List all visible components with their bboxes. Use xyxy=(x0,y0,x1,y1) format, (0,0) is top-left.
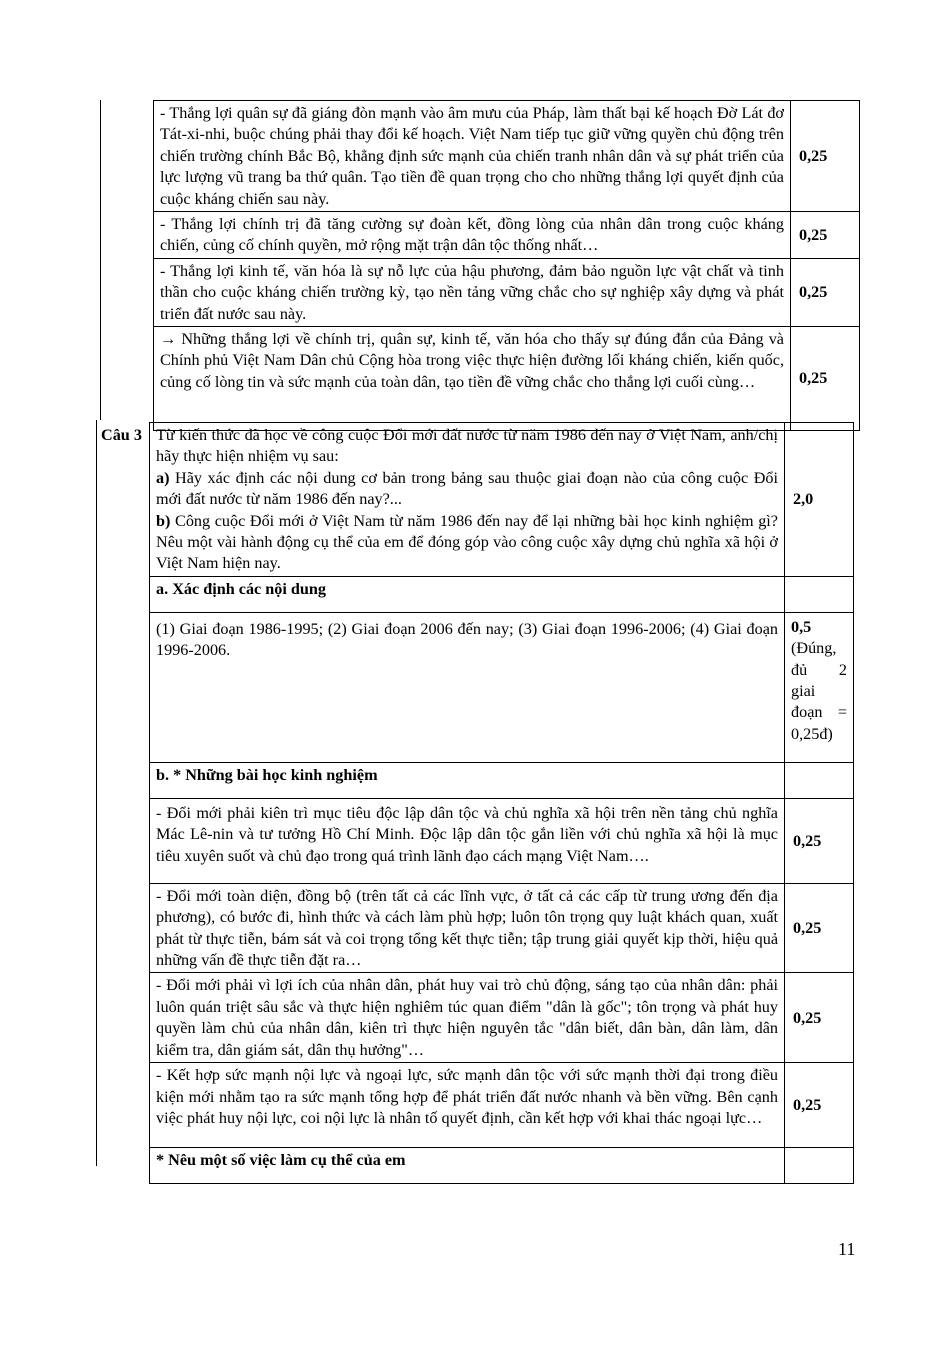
empty-label-cell xyxy=(97,762,150,798)
table-row xyxy=(97,1063,854,1148)
lesson-text: - Đổi mới toàn diện, đồng bộ (trên tất cả các lĩnh vực, ở tất cả các cấp từ trung ương đến địa phương), có bước đi, hình thức và cách làm phù hợp; luôn tôn trọng quy luật khách quan, xuất phát từ thực tiễn, bám sát và coi trọng tổng kết thực tiễn; tập trung giải quyết kịp thời, hiệu quả những vấn đề thực tiễn đặt ra… xyxy=(150,883,785,973)
empty-label-cell xyxy=(97,973,150,1063)
empty-label-cell xyxy=(97,798,150,883)
heading-part-a: a. Xác định các nội dung xyxy=(150,576,785,612)
left-margin-rule xyxy=(100,100,101,420)
table-row xyxy=(97,1148,854,1184)
empty-score-cell xyxy=(785,1148,854,1184)
answer-table-question-3 xyxy=(96,422,854,1184)
empty-score-cell xyxy=(785,762,854,798)
table-row xyxy=(97,612,854,762)
empty-label-cell xyxy=(97,883,150,973)
part-b-text: Công cuộc Đổi mới ở Việt Nam từ năm 1986 đến nay để lại những bài học kinh nghiệm gì? Nêu một vài hành động cụ thể của em để đóng góp vào công cuộc xây dựng chủ nghĩa xã hội ở Việt Nam hiện nay. xyxy=(156,511,778,573)
lesson-text: - Kết hợp sức mạnh nội lực và ngoại lực, sức mạnh dân tộc với sức mạnh thời đại trong điều kiện mới nhằm tạo ra sức mạnh tổng hợp để phát triển đất nước nhanh và bền vững. Bên cạnh việc phát huy nội lực, coi nội lực là nhân tố quyết định, cần kết hợp với khai thác ngoại lực… xyxy=(150,1063,785,1148)
empty-label-cell xyxy=(97,1148,150,1184)
question-intro: Từ kiến thức đã học về công cuộc Đổi mới đất nước từ năm 1986 đến nay ở Việt Nam, anh/chị hãy thực hiện nhiệm vụ sau: xyxy=(156,426,778,466)
score-cell: 0,25 xyxy=(791,212,860,259)
part-a-label: a) xyxy=(156,468,170,487)
answer-text: → Những thắng lợi về chính trị, quân sự, kinh tế, văn hóa cho thấy sự đúng đắn của Đảng và Chính phủ Việt Nam Dân chủ Cộng hòa trong việc thực hiện đường lối kháng chiến, kiến quốc, củng cố lòng tin và sức mạnh của toàn dân, tạo tiền đề vững chắc cho thắng lợi cuối cùng… xyxy=(154,327,791,431)
empty-label-cell xyxy=(97,576,150,612)
empty-label-cell xyxy=(97,612,150,762)
part-a-text: Hãy xác định các nội dung cơ bản trong bảng sau thuộc giai đoạn nào của công cuộc Đổi mới đất nước từ năm 1986 đến nay?... xyxy=(156,468,778,509)
table-row xyxy=(154,258,860,326)
table-row xyxy=(97,883,854,973)
empty-label-cell xyxy=(97,1063,150,1148)
lesson-text: - Đổi mới phải vì lợi ích của nhân dân, phát huy vai trò chủ động, sáng tạo của nhân dân: phải luôn quán triệt sâu sắc và thực hiện nghiêm túc quan điểm "dân là gốc"; tôn trọng và phát huy quyền làm chủ của nhân dân, kiên trì thực hiện nguyên tắc "dân biết, dân bàn, dân làm, dân kiểm tra, dân giám sát, dân thụ hưởng"… xyxy=(150,973,785,1063)
answer-text: - Thắng lợi chính trị đã tăng cường sự đoàn kết, đồng lòng của nhân dân trong cuộc kháng chiến, củng cố chính quyền, mở rộng mặt trận dân tộc thống nhất… xyxy=(154,212,791,259)
score-cell: 0,25 xyxy=(785,973,854,1063)
score-cell: 0,25 xyxy=(785,1063,854,1148)
part-b-label: b) xyxy=(156,511,171,530)
answer-text: - Thắng lợi kinh tế, văn hóa là sự nỗ lực của hậu phương, đảm bảo nguồn lực vật chất và tinh thần cho cuộc kháng chiến trường kỳ, tạo nền tảng vững chắc cho sự nghiệp xây dựng và phát triển đất nước sau này. xyxy=(154,258,791,326)
question-prompt xyxy=(150,423,785,577)
score-value: 0,5 xyxy=(791,617,812,636)
table-row xyxy=(154,212,860,259)
table-row xyxy=(97,798,854,883)
empty-score-cell xyxy=(785,576,854,612)
lesson-text: - Đổi mới phải kiên trì mục tiêu độc lập dân tộc và chủ nghĩa xã hội trên nền tảng chủ nghĩa Mác Lê-nin và tư tưởng Hồ Chí Minh. Độc lập dân tộc gắn liền với chủ nghĩa xã hội là mục tiêu xuyên suốt và chủ đạo trong quá trình lãnh đạo cách mạng Việt Nam…. xyxy=(150,798,785,883)
question-label xyxy=(97,423,150,577)
question-row xyxy=(97,423,854,577)
table-row xyxy=(97,576,854,612)
score-cell: 0,25 xyxy=(785,883,854,973)
table-row xyxy=(154,101,860,212)
table-row xyxy=(97,762,854,798)
score-part-a xyxy=(785,612,854,762)
score-cell: 0,25 xyxy=(791,101,860,212)
table-row xyxy=(97,973,854,1063)
table-row xyxy=(154,327,860,431)
score-note: (Đúng, đủ 2 giai đoạn = 0,25đ) xyxy=(791,639,847,743)
heading-actions: * Nêu một số việc làm cụ thể của em xyxy=(150,1148,785,1184)
answer-table-top xyxy=(153,100,860,431)
score-cell: 0,25 xyxy=(791,258,860,326)
page-number: 11 xyxy=(838,1239,856,1259)
score-cell: 0,25 xyxy=(785,798,854,883)
answer-part-a: (1) Giai đoạn 1986-1995; (2) Giai đoạn 2006 đến nay; (3) Giai đoạn 1996-2006; (4) Giai đoạn 1996-2006. xyxy=(150,612,785,762)
score-cell: 0,25 xyxy=(791,327,860,431)
answer-text: - Thắng lợi quân sự đã giáng đòn mạnh vào âm mưu của Pháp, làm thất bại kế hoạch Đờ Lát đơ Tát-xi-nhi, buộc chúng phải thay đổi kế hoạch. Việt Nam tiếp tục giữ vững quyền chủ động trên chiến trường chính Bắc Bộ, khẳng định sức mạnh của chiến tranh nhân dân và sự phát triển của lực lượng vũ trang ba thứ quân. Tạo tiền đề quan trọng cho cho những thắng lợi quyết định của cuộc kháng chiến sau này. xyxy=(154,101,791,212)
heading-part-b: b. * Những bài học kinh nghiệm xyxy=(150,762,785,798)
total-score: 2,0 xyxy=(785,423,854,577)
question-number: Câu 3 xyxy=(101,425,142,444)
